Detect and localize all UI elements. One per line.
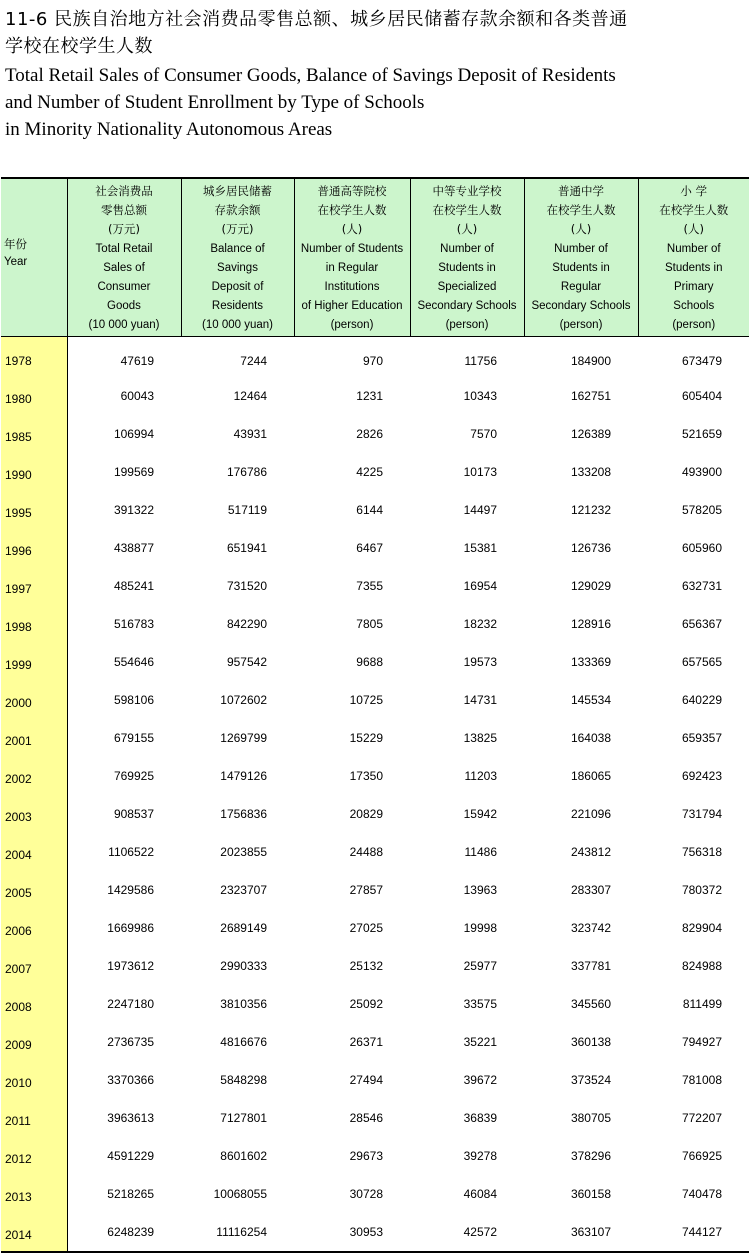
header-line: 社会消费品	[95, 184, 153, 198]
value-cell: 126389	[570, 426, 611, 441]
value-cell: 740478	[681, 1186, 722, 1201]
table-row	[1, 1213, 749, 1252]
value-cell: 794927	[681, 1034, 722, 1049]
value-cell: 7355	[356, 578, 383, 593]
value-cell: 578205	[681, 502, 722, 517]
value-cell: 25132	[349, 958, 383, 973]
value-cell: 842290	[226, 616, 267, 631]
value-cell: 26371	[349, 1034, 383, 1049]
value-cell: 15381	[463, 540, 497, 555]
value-cell: 13963	[463, 882, 497, 897]
value-cell: 345560	[570, 996, 611, 1011]
header-line: Balance of	[210, 242, 265, 255]
header-line: in Regular	[325, 261, 379, 274]
header-year	[1, 178, 67, 336]
value-cell: 380705	[570, 1110, 611, 1125]
value-cell: 283307	[570, 882, 611, 897]
value-cell: 126736	[570, 540, 611, 555]
value-cell: 4225	[356, 464, 383, 479]
value-cell: 4591229	[107, 1148, 154, 1163]
title-cn-line-2: 学校在校学生人数	[5, 36, 153, 57]
value-cell: 19998	[463, 920, 497, 935]
header-label	[295, 179, 410, 336]
value-cell: 27857	[349, 882, 383, 897]
header-savings-deposit	[181, 178, 294, 336]
table-row	[1, 491, 749, 529]
title-cn-line-1: 11-6 民族自治地方社会消费品零售总额、城乡居民储蓄存款余额和各类普通	[5, 9, 628, 30]
table-row	[1, 336, 749, 377]
value-cell: 7570	[470, 426, 497, 441]
year-cell: 1985	[1, 415, 67, 453]
value-cell: 2247180	[107, 996, 154, 1011]
value-cell: 360158	[570, 1186, 611, 1201]
value-cell: 16954	[463, 578, 497, 593]
header-line: 在校学生人数	[546, 203, 616, 218]
value-cell: 756318	[681, 844, 722, 859]
value-cell: 6144	[356, 502, 383, 517]
title-en-line-3: in Minority Nationality Autonomous Areas	[5, 119, 333, 140]
header-line: (人)	[570, 222, 592, 237]
value-cell: 521659	[681, 426, 722, 441]
title-en-line-1: Total Retail Sales of Consumer Goods, Balance of Savings Deposit of Residents	[5, 65, 616, 86]
table-row	[1, 415, 749, 453]
header-line: Students in	[664, 261, 723, 274]
table-row	[1, 1137, 749, 1175]
value-cell: 33575	[463, 996, 497, 1011]
value-cell: 2990333	[220, 958, 267, 973]
value-cell: 659357	[681, 730, 722, 745]
table-row	[1, 985, 749, 1023]
value-cell: 12464	[233, 388, 267, 403]
value-cell: 1106522	[108, 844, 154, 859]
header-line: 在校学生人数	[317, 203, 387, 218]
value-cell: 323742	[570, 920, 611, 935]
value-cell: 337781	[570, 958, 611, 973]
value-cell: 516783	[113, 616, 154, 631]
value-cell: 744127	[638, 1213, 749, 1252]
value-cell: 30953	[294, 1213, 410, 1252]
value-cell: 9688	[356, 654, 383, 669]
header-regular-secondary	[524, 178, 638, 336]
value-cell: 598106	[113, 692, 154, 707]
table-row	[1, 719, 749, 757]
table-row	[1, 757, 749, 795]
year-cell: 2006	[1, 909, 67, 947]
value-cell: 2736735	[107, 1034, 154, 1049]
header-label	[182, 179, 294, 336]
value-cell: 378296	[570, 1148, 611, 1163]
table-row	[1, 833, 749, 871]
table-row	[1, 377, 749, 415]
value-cell: 43931	[233, 426, 267, 441]
value-cell: 772207	[681, 1110, 722, 1125]
header-line: 在校学生人数	[432, 203, 502, 218]
value-cell: 133369	[570, 654, 611, 669]
value-cell: 27494	[349, 1072, 383, 1087]
value-cell: 4816676	[220, 1034, 267, 1049]
header-retail-sales	[67, 178, 181, 336]
table-row	[1, 529, 749, 567]
table-row	[1, 909, 749, 947]
year-cell: 2011	[1, 1099, 67, 1137]
value-cell: 46084	[463, 1186, 497, 1201]
value-cell: 176786	[226, 464, 267, 479]
value-cell: 731794	[681, 806, 722, 821]
header-line: Number of	[666, 242, 721, 255]
table-row	[1, 567, 749, 605]
value-cell: 29673	[349, 1148, 383, 1163]
value-cell: 3370366	[107, 1072, 154, 1087]
header-year-label	[1, 237, 67, 271]
value-cell: 7244	[240, 353, 267, 368]
value-cell: 14731	[463, 692, 497, 707]
header-line: Sales of	[103, 261, 145, 274]
value-cell: 554646	[113, 654, 154, 669]
value-cell: 517119	[227, 502, 267, 517]
value-cell: 10068055	[213, 1186, 267, 1201]
value-cell: 673479	[681, 353, 722, 368]
header-line: Number of	[440, 242, 494, 255]
value-cell: 8601602	[220, 1148, 267, 1163]
year-cell: 1998	[1, 605, 67, 643]
value-cell: 128916	[570, 616, 611, 631]
year-cell: 2001	[1, 719, 67, 757]
header-line: Students in	[438, 261, 496, 274]
value-cell: 1669986	[107, 920, 154, 935]
value-cell: 656367	[681, 616, 722, 631]
value-cell: 651941	[226, 540, 267, 555]
header-label	[68, 179, 181, 336]
value-cell: 811499	[682, 996, 722, 1011]
header-line: 普通高等院校	[317, 184, 387, 198]
year-cell: 2009	[1, 1023, 67, 1061]
value-cell: 129029	[570, 578, 611, 593]
value-cell: 373524	[570, 1072, 611, 1087]
value-cell: 657565	[681, 654, 722, 669]
year-cell: 2000	[1, 681, 67, 719]
year-cell: 1997	[1, 567, 67, 605]
value-cell: 7805	[356, 616, 383, 631]
value-cell: 640229	[681, 692, 722, 707]
title-en-line-2: and Number of Student Enrollment by Type of Schools	[5, 92, 425, 113]
header-line: (person)	[445, 319, 489, 332]
year-cell: 2012	[1, 1137, 67, 1175]
header-label	[639, 179, 750, 336]
value-cell: 769925	[113, 768, 154, 783]
table-row	[1, 1061, 749, 1099]
value-cell: 221096	[570, 806, 611, 821]
table-row	[1, 643, 749, 681]
value-cell: 25977	[463, 958, 497, 973]
value-cell: 20829	[349, 806, 383, 821]
value-cell: 1973612	[107, 958, 154, 973]
value-cell: 15229	[349, 730, 383, 745]
header-primary-schools	[638, 178, 749, 336]
value-cell: 11116254	[181, 1213, 294, 1252]
header-line: Number of Students	[300, 242, 404, 255]
value-cell: 10343	[463, 388, 497, 403]
header-specialized-secondary	[410, 178, 524, 336]
value-cell: 6248239	[67, 1213, 181, 1252]
value-cell: 162751	[570, 388, 611, 403]
value-cell: 731520	[226, 578, 267, 593]
header-line: Institutions	[324, 281, 380, 294]
year-cell: 1978	[1, 336, 67, 377]
value-cell: 24488	[349, 844, 383, 859]
header-label	[411, 179, 524, 336]
value-cell: 42572	[410, 1213, 524, 1252]
table-row	[1, 681, 749, 719]
header-line: (人)	[683, 222, 704, 237]
value-cell: 28546	[349, 1110, 383, 1125]
table-row	[1, 1023, 749, 1061]
value-cell: 36839	[463, 1110, 497, 1125]
value-cell: 824988	[681, 958, 722, 973]
header-line: 城乡居民储蓄	[203, 184, 272, 198]
table-body	[1, 336, 749, 1252]
header-line: (person)	[672, 319, 716, 332]
header-line: Total Retail	[95, 242, 153, 255]
value-cell: 2023855	[220, 844, 267, 859]
value-cell: 145534	[570, 692, 611, 707]
value-cell: 11486	[464, 844, 497, 859]
value-cell: 605404	[681, 388, 722, 403]
year-cell: 2013	[1, 1175, 67, 1213]
value-cell: 781008	[681, 1072, 722, 1087]
value-cell: 1231	[356, 388, 383, 403]
value-cell: 2826	[356, 426, 383, 441]
value-cell: 11203	[464, 768, 497, 783]
table-row	[1, 871, 749, 909]
value-cell: 18232	[463, 616, 497, 631]
value-cell: 14497	[463, 502, 497, 517]
year-cell: 2014	[1, 1213, 67, 1252]
year-cell: 1990	[1, 453, 67, 491]
header-line: (人)	[456, 222, 478, 237]
value-cell: 957542	[226, 654, 267, 669]
table-row	[1, 1099, 749, 1137]
value-cell: 25092	[349, 996, 383, 1011]
value-cell: 692423	[681, 768, 722, 783]
header-line: Deposit of	[211, 281, 264, 294]
header-line: Specialized	[437, 281, 497, 294]
year-cell: 1980	[1, 377, 67, 415]
value-cell: 3810356	[220, 996, 267, 1011]
value-cell: 1756836	[220, 806, 267, 821]
header-line: (10 000 yuan)	[202, 319, 273, 332]
value-cell: 363107	[524, 1213, 638, 1252]
value-cell: 1269799	[220, 730, 267, 745]
value-cell: 7127801	[220, 1110, 267, 1125]
value-cell: 39278	[463, 1148, 497, 1163]
year-cell: 2008	[1, 985, 67, 1023]
header-line: Regular	[560, 281, 602, 294]
value-cell: 30728	[349, 1186, 383, 1201]
year-cell: 2005	[1, 871, 67, 909]
header-year-en: Year	[4, 256, 28, 268]
year-cell: 2004	[1, 833, 67, 871]
value-cell: 485241	[113, 578, 154, 593]
value-cell: 13825	[463, 730, 497, 745]
value-cell: 10173	[463, 464, 497, 479]
value-cell: 35221	[463, 1034, 497, 1049]
value-cell: 493900	[681, 464, 722, 479]
header-line: Residents	[211, 300, 264, 313]
table-row	[1, 453, 749, 491]
header-line: 存款余额	[214, 203, 261, 218]
value-cell: 27025	[349, 920, 383, 935]
year-cell: 1995	[1, 491, 67, 529]
year-cell: 2003	[1, 795, 67, 833]
value-cell: 164038	[570, 730, 611, 745]
value-cell: 391322	[113, 502, 154, 517]
value-cell: 605960	[681, 540, 722, 555]
header-line: (10 000 yuan)	[88, 319, 160, 332]
year-cell: 1996	[1, 529, 67, 567]
value-cell: 121232	[570, 502, 611, 517]
year-cell: 2002	[1, 757, 67, 795]
value-cell: 1479126	[220, 768, 267, 783]
value-cell: 5848298	[220, 1072, 267, 1087]
header-line: Primary	[673, 281, 714, 294]
value-cell: 970	[362, 353, 383, 368]
header-higher-education	[294, 178, 410, 336]
header-line: Secondary Schools	[417, 300, 517, 313]
table-row	[1, 1175, 749, 1213]
header-line: Schools	[673, 300, 715, 313]
value-cell: 60043	[120, 388, 154, 403]
table-row	[1, 947, 749, 985]
value-cell: 106994	[113, 426, 154, 441]
value-cell: 766925	[681, 1148, 722, 1163]
value-cell: 1429586	[107, 882, 154, 897]
value-cell: 186065	[570, 768, 611, 783]
header-row	[1, 178, 749, 336]
header-line: of Higher Education	[301, 300, 403, 313]
value-cell: 632731	[681, 578, 722, 593]
value-cell: 438877	[113, 540, 154, 555]
header-line: 中等专业学校	[432, 184, 502, 198]
value-cell: 19573	[463, 654, 497, 669]
value-cell: 184900	[570, 353, 611, 368]
header-line: Savings	[217, 261, 258, 274]
value-cell: 2689149	[220, 920, 267, 935]
header-line: (万元)	[108, 222, 140, 237]
header-line: (人)	[341, 222, 363, 237]
value-cell: 3963613	[107, 1110, 154, 1125]
value-cell: 15942	[463, 806, 497, 821]
value-cell: 17350	[349, 768, 383, 783]
table-title-chinese	[5, 6, 745, 60]
header-line: (person)	[559, 319, 603, 332]
header-line: Students in	[552, 261, 610, 274]
value-cell: 10725	[349, 692, 383, 707]
statistics-table	[1, 177, 749, 1253]
value-cell: 679155	[113, 730, 154, 745]
header-line: (万元)	[221, 222, 254, 237]
table-title-english	[5, 62, 745, 143]
table-row	[1, 605, 749, 643]
value-cell: 243812	[570, 844, 611, 859]
header-line: Consumer	[97, 281, 151, 294]
value-cell: 47619	[120, 353, 154, 368]
header-line: 普通中学	[558, 184, 604, 198]
value-cell: 780372	[681, 882, 722, 897]
value-cell: 1072602	[220, 692, 267, 707]
year-cell: 1999	[1, 643, 67, 681]
value-cell: 2323707	[220, 882, 267, 897]
header-line: 零售总额	[101, 203, 147, 218]
header-line: 小 学	[680, 184, 708, 198]
header-line: (person)	[330, 319, 374, 332]
header-line: Number of	[554, 242, 608, 255]
header-year-cn: 年份	[4, 239, 27, 251]
value-cell: 133208	[570, 464, 611, 479]
table-row	[1, 795, 749, 833]
header-line: Goods	[107, 300, 141, 313]
value-cell: 360138	[570, 1034, 611, 1049]
value-cell: 11756	[464, 353, 497, 368]
header-line: 在校学生人数	[659, 203, 729, 218]
value-cell: 908537	[113, 806, 154, 821]
value-cell: 6467	[356, 540, 383, 555]
value-cell: 829904	[681, 920, 722, 935]
year-cell: 2007	[1, 947, 67, 985]
value-cell: 5218265	[107, 1186, 154, 1201]
value-cell: 39672	[463, 1072, 497, 1087]
year-cell: 2010	[1, 1061, 67, 1099]
header-label	[525, 179, 638, 336]
value-cell: 199569	[113, 464, 154, 479]
header-line: Secondary Schools	[531, 300, 631, 313]
